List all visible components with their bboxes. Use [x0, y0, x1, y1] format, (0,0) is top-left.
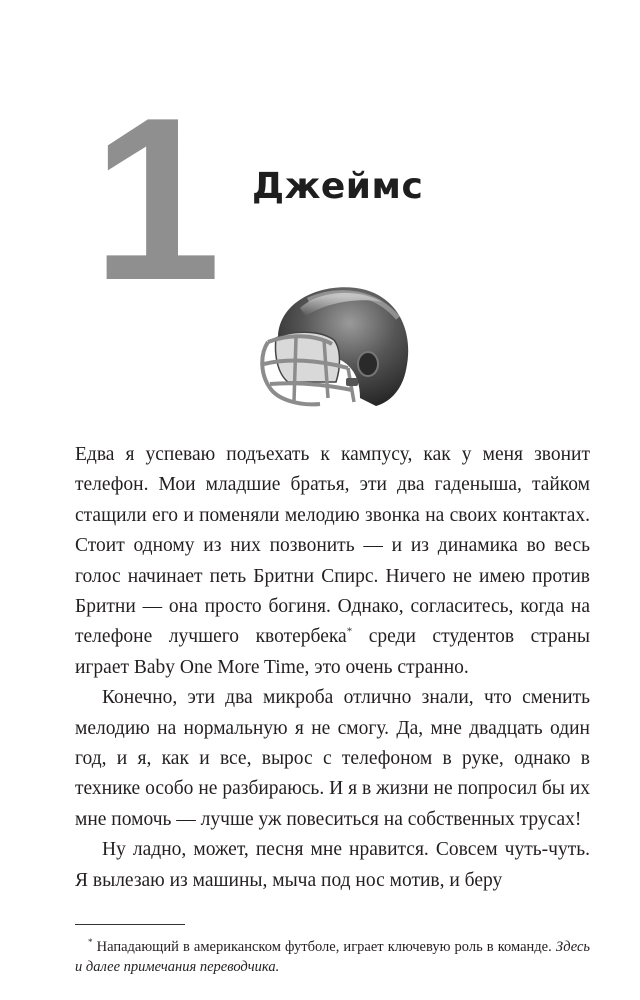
- paragraph-3: Ну ладно, может, песня мне нравится. Совсем чуть-чуть. Я вылезаю из машины, мыча под нос мотив, и беру: [75, 839, 590, 891]
- footnote-italic-note: Здесь и далее примечания переводчика.: [75, 938, 591, 975]
- paragraph-1: Едва я успеваю подъехать к кампусу, как у меня звонит телефон. Мои младшие братья, эти два гаденыша, тайком стащили его и поменяли мелодию звонка на своих контактах. Стоит одному из них позвонить — и из динамика во весь голос начинает петь Бритни Спирс. Ничего не имею против Бритни — она просто богиня. Однако, согласитесь, когда на телефоне лучшего квотербека* среди студентов страны играет Baby One More Time, это очень странно.: [75, 444, 590, 678]
- footnote-reference[interactable]: *: [346, 625, 353, 638]
- footnote: [75, 932, 590, 977]
- chapter-title: Джеймс: [252, 166, 424, 207]
- paragraph-2: Конечно, эти два микроба отлично знали, что сменить мелодию на нормальную я не смогу. Да, мне двадцать один год, и я, как и все, вырос с телефоном в руке, однако в технике особо не разбираюсь. И я в жизни не попросил бы их мне помочь — лучше уж повеситься на собственных трусах!: [75, 687, 590, 830]
- chapter-number: 1: [92, 70, 222, 329]
- body-text: [75, 440, 590, 896]
- footnote-marker: *: [88, 937, 93, 947]
- footnote-text: Нападающий в американском футболе, играет ключевую роль в команде.: [96, 938, 552, 955]
- footnote-divider: [75, 924, 185, 925]
- football-helmet-icon: [248, 278, 416, 420]
